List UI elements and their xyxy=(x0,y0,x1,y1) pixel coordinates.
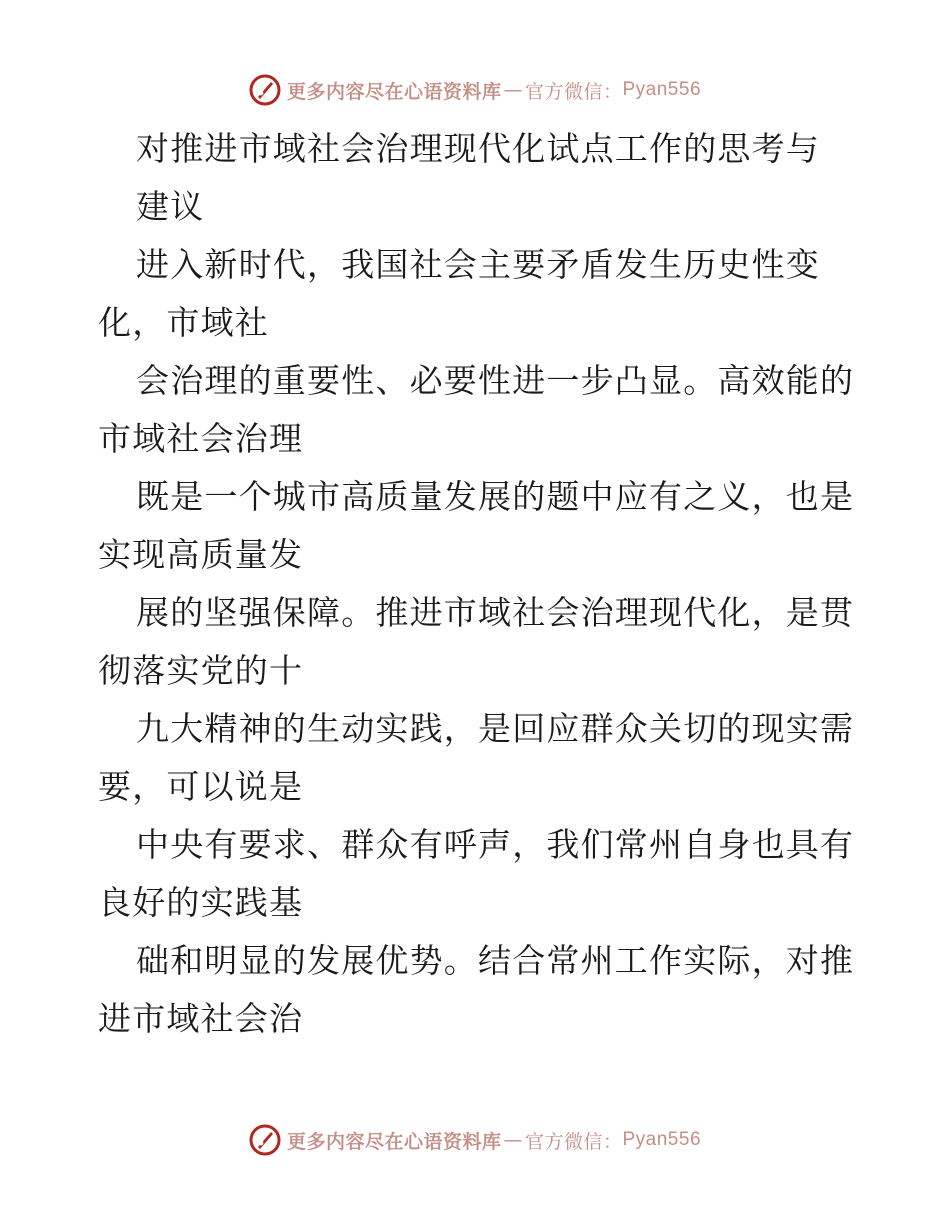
paragraph-line: 化，市域社 xyxy=(98,303,269,342)
quill-logo-icon xyxy=(249,74,281,106)
banner-wechat-account: Pyan556 xyxy=(622,79,702,100)
paragraph-line: 彻落实党的十 xyxy=(98,651,304,690)
paragraph-line: 进市域社会治 xyxy=(98,999,304,1038)
document-body xyxy=(98,120,858,1048)
paragraph-line: 要，可以说是 xyxy=(98,767,304,806)
header-watermark-banner xyxy=(0,70,950,110)
paragraph-line: 良好的实践基 xyxy=(98,883,304,922)
banner-primary-text: 更多内容尽在心语资料库 xyxy=(286,80,502,103)
quill-logo-icon xyxy=(249,1124,281,1156)
banner-wechat-account: Pyan556 xyxy=(622,1129,702,1150)
paragraph-line: 市域社会治理 xyxy=(98,419,304,458)
paragraph-line: 础和明显的发展优势。结合常州工作实际，对推 xyxy=(136,941,855,980)
footer-watermark-banner xyxy=(0,1120,950,1160)
paragraph-line: 九大精神的生动实践，是回应群众关切的现实需 xyxy=(136,709,855,748)
document-title-line: 对推进市域社会治理现代化试点工作的思考与 xyxy=(136,129,820,168)
paragraph-line: 中央有要求、群众有呼声，我们常州自身也具有 xyxy=(136,825,855,864)
paragraph-line: 进入新时代，我国社会主要矛盾发生历史性变 xyxy=(136,245,820,284)
paragraph-line: 实现高质量发 xyxy=(98,535,304,574)
banner-dash: — xyxy=(503,79,523,101)
banner-wechat-label: 官方微信： xyxy=(524,1130,623,1153)
banner-wechat-label: 官方微信： xyxy=(524,80,623,103)
document-title-line: 建议 xyxy=(136,187,205,226)
paragraph-line: 展的坚强保障。推进市域社会治理现代化，是贯 xyxy=(136,593,855,632)
paragraph-line: 会治理的重要性、必要性进一步凸显。高效能的 xyxy=(136,361,855,400)
paragraph-line: 既是一个城市高质量发展的题中应有之义，也是 xyxy=(136,477,855,516)
banner-dash: — xyxy=(503,1129,523,1151)
banner-primary-text: 更多内容尽在心语资料库 xyxy=(286,1130,502,1153)
